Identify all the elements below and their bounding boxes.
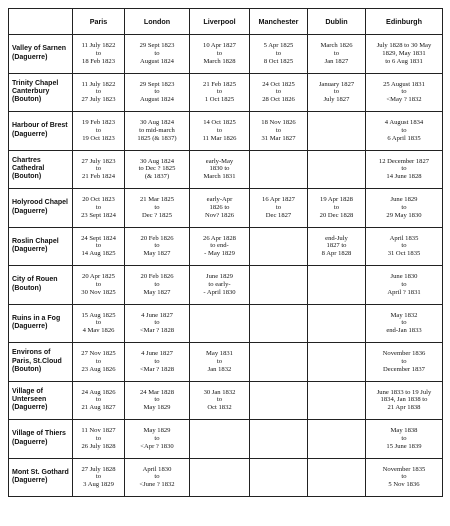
table-row (9, 458, 443, 497)
table-row (9, 112, 443, 151)
cell-dublin (308, 266, 366, 305)
cell-edinburgh: November 1835 to 5 Nov 1836 (366, 458, 443, 497)
cell-manchester (250, 420, 308, 459)
cell-manchester: 16 Apr 1827 to Dec 1827 (250, 189, 308, 228)
cell-liverpool (190, 458, 250, 497)
cell-paris: 11 July 1822 to 18 Feb 1823 (73, 35, 125, 74)
row-header-painting: Holyrood Chapel (Daguerre) (9, 189, 73, 228)
cell-paris: 24 Aug 1826 to 21 Aug 1827 (73, 381, 125, 420)
cell-london: May 1829 to <Apr ? 1830 (125, 420, 190, 459)
column-header-manchester: Manchester (250, 9, 308, 35)
cell-edinburgh: July 1828 to 30 May 1829, May 1831 to 6 Aug 1831 (366, 35, 443, 74)
row-header-painting: Valley of Sarnen (Daguerre) (9, 35, 73, 74)
table-row (9, 227, 443, 266)
row-header-painting: Trinity Chapel Canterbury (Bouton) (9, 73, 73, 112)
cell-paris: 27 July 1823 to 21 Feb 1824 (73, 150, 125, 189)
cell-edinburgh: 25 August 1831 to <May ? 1832 (366, 73, 443, 112)
cell-edinburgh: November 1836 to December 1837 (366, 343, 443, 382)
cell-dublin (308, 343, 366, 382)
cell-dublin: end-July 1827 to 8 Apr 1828 (308, 227, 366, 266)
cell-manchester: 24 Oct 1825 to 28 Oct 1826 (250, 73, 308, 112)
cell-manchester (250, 381, 308, 420)
row-header-painting: Harbour of Brest (Daguerre) (9, 112, 73, 151)
cell-dublin: March 1826 to Jan 1827 (308, 35, 366, 74)
cell-dublin (308, 381, 366, 420)
cell-manchester: 18 Nov 1826 to 31 Mar 1827 (250, 112, 308, 151)
cell-dublin (308, 112, 366, 151)
cell-london: 24 Mar 1828 to May 1829 (125, 381, 190, 420)
table-row (9, 381, 443, 420)
table-row (9, 189, 443, 228)
cell-edinburgh: May 1838 to 15 June 1839 (366, 420, 443, 459)
column-header-dublin: Dublin (308, 9, 366, 35)
column-header-london: London (125, 9, 190, 35)
cell-dublin (308, 420, 366, 459)
cell-paris: 24 Sept 1824 to 14 Aug 1825 (73, 227, 125, 266)
cell-paris: 20 Apr 1825 to 30 Nov 1825 (73, 266, 125, 305)
cell-manchester (250, 266, 308, 305)
row-header-painting: Village of Thiers (Daguerre) (9, 420, 73, 459)
row-header-painting: Mont St. Gothard (Daguerre) (9, 458, 73, 497)
table-row (9, 420, 443, 459)
cell-london: 30 Aug 1824 to Dec ? 1825 (& 1837) (125, 150, 190, 189)
table-row (9, 73, 443, 112)
column-header-paris: Paris (73, 9, 125, 35)
cell-manchester (250, 227, 308, 266)
table-row (9, 35, 443, 74)
row-header-painting: Ruins in a Fog (Daguerre) (9, 304, 73, 343)
cell-london: 4 June 1827 to <Mar ? 1828 (125, 304, 190, 343)
cell-manchester (250, 458, 308, 497)
cell-liverpool: June 1829 to early- - April 1830 (190, 266, 250, 305)
cell-manchester (250, 150, 308, 189)
cell-edinburgh: 12 December 1827 to 14 June 1828 (366, 150, 443, 189)
column-header-liverpool: Liverpool (190, 9, 250, 35)
corner-cell (9, 9, 73, 35)
cell-edinburgh: June 1830 to April ? 1831 (366, 266, 443, 305)
row-header-painting: Village of Unterseen (Daguerre) (9, 381, 73, 420)
cell-london: 29 Sept 1823 to August 1824 (125, 35, 190, 74)
cell-edinburgh: 4 August 1834 to 6 April 1835 (366, 112, 443, 151)
cell-liverpool: 30 Jan 1832 to Oct 1832 (190, 381, 250, 420)
cell-liverpool: early-Apr 1826 to Nov? 1826 (190, 189, 250, 228)
cell-manchester (250, 304, 308, 343)
cell-dublin (308, 150, 366, 189)
cell-edinburgh: May 1832 to end-Jan 1833 (366, 304, 443, 343)
column-header-edinburgh: Edinburgh (366, 9, 443, 35)
table-row (9, 266, 443, 305)
diorama-schedule (8, 8, 442, 497)
cell-london: 20 Feb 1826 to May 1827 (125, 227, 190, 266)
cell-edinburgh: June 1829 to 29 May 1830 (366, 189, 443, 228)
cell-liverpool: 14 Oct 1825 to 11 Mar 1826 (190, 112, 250, 151)
cell-dublin: January 1827 to July 1827 (308, 73, 366, 112)
cell-liverpool (190, 420, 250, 459)
cell-london: 20 Feb 1826 to May 1827 (125, 266, 190, 305)
row-header-painting: Roslin Chapel (Daguerre) (9, 227, 73, 266)
table-row (9, 343, 443, 382)
cell-london: April 1830 to <June ? 1832 (125, 458, 190, 497)
cell-paris: 27 July 1828 to 3 Aug 1829 (73, 458, 125, 497)
cell-dublin (308, 458, 366, 497)
cell-liverpool: 21 Feb 1825 to 1 Oct 1825 (190, 73, 250, 112)
cell-paris: 27 Nov 1825 to 23 Aug 1826 (73, 343, 125, 382)
cell-edinburgh: April 1835 to 31 Oct 1835 (366, 227, 443, 266)
table-row (9, 304, 443, 343)
cell-paris: 15 Aug 1825 to 4 Mav 1826 (73, 304, 125, 343)
schedule-table (8, 8, 443, 497)
cell-paris: 11 Nov 1827 to 26 July 1828 (73, 420, 125, 459)
cell-dublin: 19 Apr 1828 to 20 Dec 1828 (308, 189, 366, 228)
cell-liverpool (190, 304, 250, 343)
cell-london: 29 Sept 1823 to August 1824 (125, 73, 190, 112)
cell-edinburgh: June 1833 to 19 July 1834, Jan 1838 to 21 Apr 1838 (366, 381, 443, 420)
cell-paris: 19 Feb 1823 to 19 Oct 1823 (73, 112, 125, 151)
cell-london: 4 June 1827 to <Mar ? 1828 (125, 343, 190, 382)
cell-liverpool: early-May 1830 to March 1831 (190, 150, 250, 189)
cell-liverpool: 10 Apr 1827 to March 1828 (190, 35, 250, 74)
cell-london: 30 Aug 1824 to mid-march 1825 (& 1837) (125, 112, 190, 151)
cell-paris: 11 July 1822 to 27 July 1823 (73, 73, 125, 112)
table-row (9, 150, 443, 189)
row-header-painting: City of Rouen (Bouton) (9, 266, 73, 305)
cell-dublin (308, 304, 366, 343)
cell-liverpool: 26 Apr 1828 to end- - May 1829 (190, 227, 250, 266)
row-header-painting: Chartres Cathedral (Bouton) (9, 150, 73, 189)
header-row (9, 9, 443, 35)
cell-liverpool: May 1831 to Jan 1832 (190, 343, 250, 382)
cell-london: 21 Mar 1825 to Dec ? 1825 (125, 189, 190, 228)
cell-paris: 20 Oct 1823 to 23 Sept 1824 (73, 189, 125, 228)
row-header-painting: Environs of Paris, St.Cloud (Bouton) (9, 343, 73, 382)
cell-manchester: 5 Apr 1825 to 8 Oct 1825 (250, 35, 308, 74)
cell-manchester (250, 343, 308, 382)
